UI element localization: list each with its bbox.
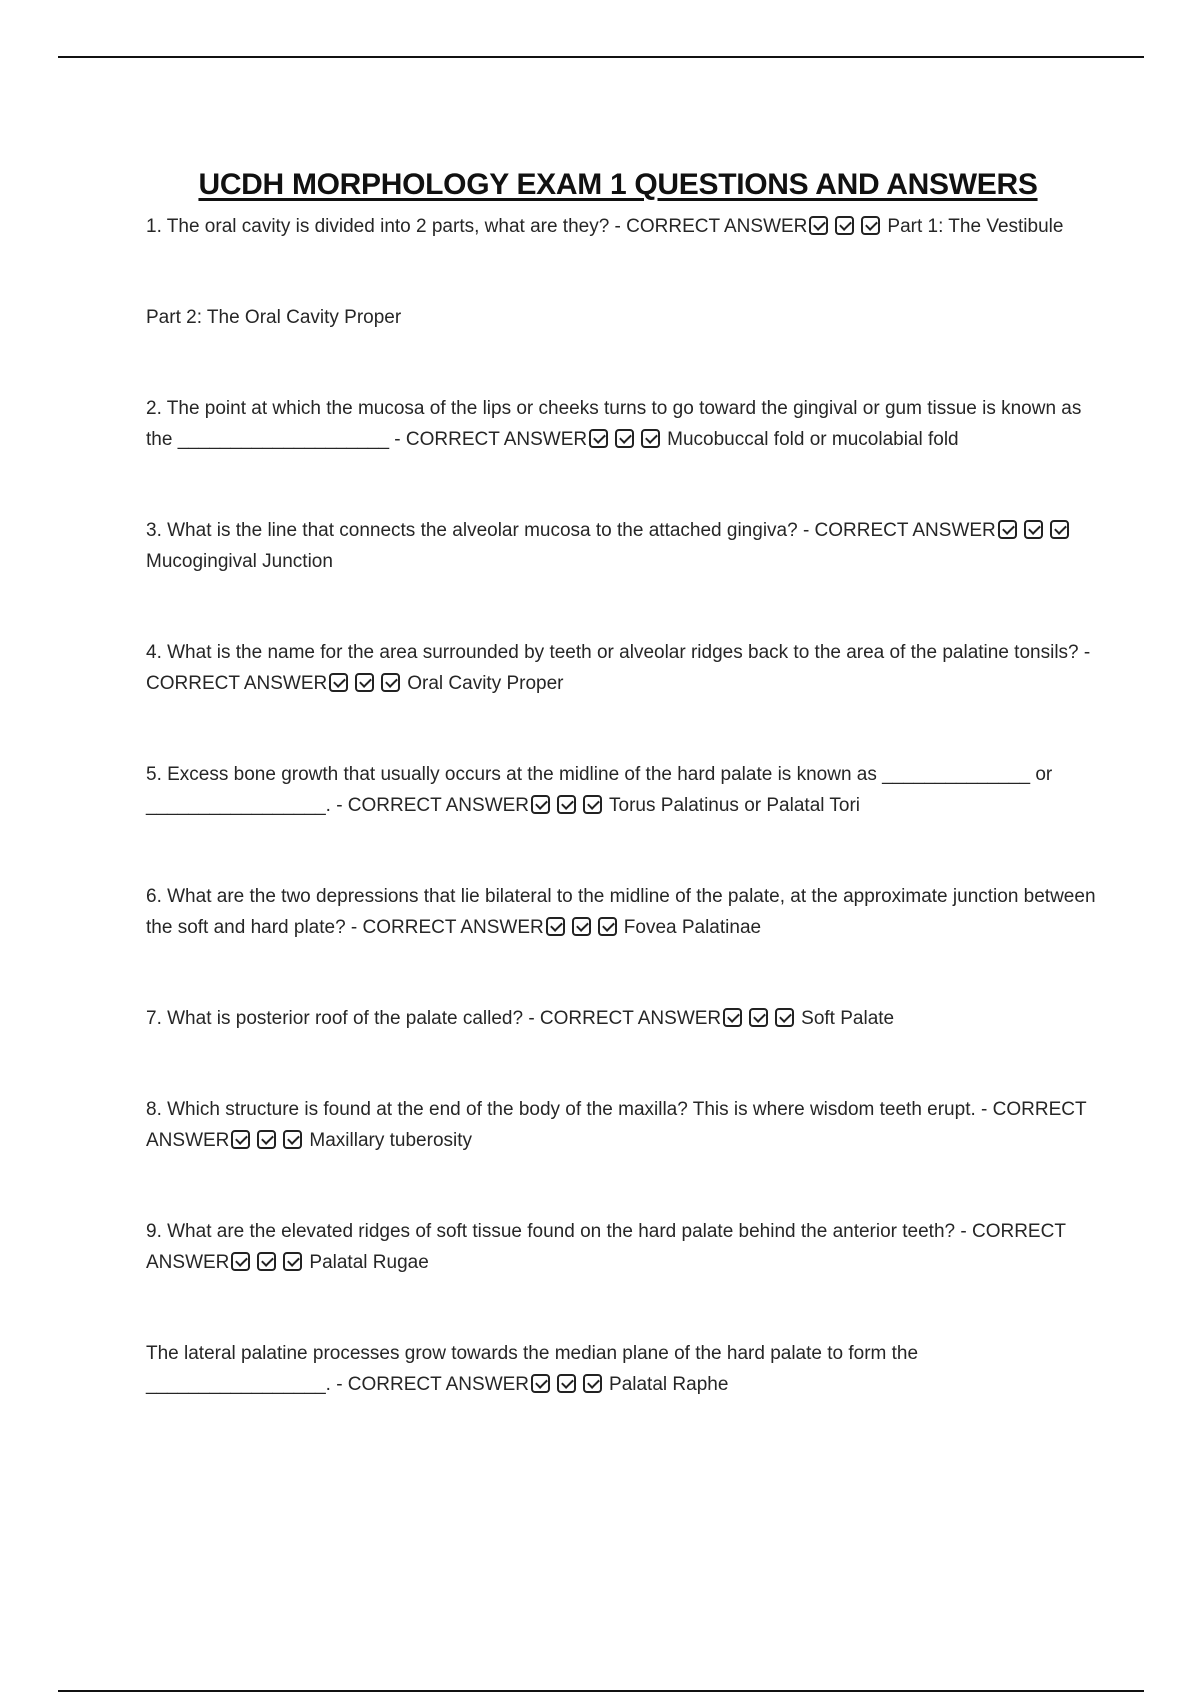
- correct-answer-checks: [809, 211, 887, 242]
- spacer: [146, 1278, 1096, 1338]
- question-text: 6. What are the two depressions that lie bilateral to the midline of the palate, at the approximate junction between the soft and hard plate? - CORRECT ANSWER: [146, 886, 1096, 938]
- correct-answer-checks: [723, 1003, 801, 1034]
- answer-text: Oral Cavity Proper: [407, 673, 564, 694]
- spacer: [146, 333, 1096, 393]
- checkbox-check-icon: [355, 673, 374, 692]
- checkbox-check-icon: [775, 1008, 794, 1027]
- spacer: [146, 821, 1096, 881]
- checkbox-check-icon: [283, 1130, 302, 1149]
- question-text: The lateral palatine processes grow towards the median plane of the hard palate to form the _________________. - CORRECT ANSWER: [146, 1343, 919, 1395]
- qa-item-8: [146, 1094, 1096, 1156]
- checkbox-check-icon: [615, 429, 634, 448]
- qa-item-9: [146, 1216, 1096, 1278]
- answer-text: Part 1: The Vestibule: [887, 216, 1064, 237]
- question-text: 8. Which structure is found at the end of the body of the maxilla? This is where wisdom teeth erupt. - CORRECT ANSWER: [146, 1099, 1087, 1151]
- checkbox-check-icon: [723, 1008, 742, 1027]
- checkbox-check-icon: [1024, 520, 1043, 539]
- checkbox-check-icon: [231, 1252, 250, 1271]
- checkbox-check-icon: [589, 429, 608, 448]
- answer-text: Palatal Raphe: [609, 1374, 729, 1395]
- correct-answer-checks: [531, 1369, 609, 1400]
- checkbox-check-icon: [329, 673, 348, 692]
- checkbox-check-icon: [557, 1374, 576, 1393]
- answer-text: Soft Palate: [801, 1008, 895, 1029]
- question-text: 5. Excess bone growth that usually occurs at the midline of the hard palate is known as ______________ or _________________. - CORRECT ANSWER: [146, 764, 1053, 816]
- qa-item-3: [146, 515, 1096, 577]
- question-text: 3. What is the line that connects the alveolar mucosa to the attached gingiva? - CORRECT ANSWER: [146, 520, 996, 541]
- header-rule: [58, 56, 1144, 58]
- qa-list: [146, 211, 1096, 1400]
- checkbox-check-icon: [749, 1008, 768, 1027]
- qa-item-6: [146, 881, 1096, 943]
- checkbox-check-icon: [546, 917, 565, 936]
- qa-item-10: [146, 1338, 1096, 1400]
- checkbox-check-icon: [809, 216, 828, 235]
- checkbox-check-icon: [641, 429, 660, 448]
- spacer: [146, 577, 1096, 637]
- checkbox-check-icon: [257, 1130, 276, 1149]
- spacer: [146, 1156, 1096, 1216]
- answer-text: Maxillary tuberosity: [309, 1130, 473, 1151]
- qa-item-1-part-2: [146, 302, 1096, 333]
- qa-item-5: [146, 759, 1096, 821]
- answer-continuation-text: Part 2: The Oral Cavity Proper: [146, 307, 402, 328]
- correct-answer-checks: [231, 1125, 309, 1156]
- checkbox-check-icon: [598, 917, 617, 936]
- checkbox-check-icon: [835, 216, 854, 235]
- checkbox-check-icon: [531, 795, 550, 814]
- checkbox-check-icon: [583, 1374, 602, 1393]
- correct-answer-checks: [546, 912, 624, 943]
- qa-item-1: [146, 211, 1096, 242]
- correct-answer-checks: [329, 668, 407, 699]
- question-text: 1. The oral cavity is divided into 2 parts, what are they? - CORRECT ANSWER: [146, 216, 808, 237]
- spacer: [146, 242, 1096, 302]
- answer-text: Mucobuccal fold or mucolabial fold: [667, 429, 959, 450]
- footer-rule: [58, 1690, 1144, 1692]
- correct-answer-checks: [231, 1247, 309, 1278]
- answer-text: Fovea Palatinae: [623, 917, 762, 938]
- spacer: [146, 455, 1096, 515]
- checkbox-check-icon: [583, 795, 602, 814]
- question-text: 2. The point at which the mucosa of the lips or cheeks turns to go toward the gingival or gum tissue is known as the ____________________ - CORRECT ANSWER: [146, 398, 1082, 450]
- checkbox-check-icon: [283, 1252, 302, 1271]
- answer-text: Torus Palatinus or Palatal Tori: [609, 795, 861, 816]
- checkbox-check-icon: [381, 673, 400, 692]
- checkbox-check-icon: [231, 1130, 250, 1149]
- qa-item-2: [146, 393, 1096, 455]
- checkbox-check-icon: [257, 1252, 276, 1271]
- correct-answer-checks: [531, 790, 609, 821]
- question-text: 4. What is the name for the area surrounded by teeth or alveolar ridges back to the area of the palatine tonsils? - CORRECT ANSWER: [146, 642, 1091, 694]
- spacer: [146, 1034, 1096, 1094]
- checkbox-check-icon: [1050, 520, 1069, 539]
- answer-text: Mucogingival Junction: [146, 551, 333, 572]
- checkbox-check-icon: [998, 520, 1017, 539]
- answer-text: Palatal Rugae: [309, 1252, 429, 1273]
- question-text: 7. What is posterior roof of the palate called? - CORRECT ANSWER: [146, 1008, 722, 1029]
- checkbox-check-icon: [572, 917, 591, 936]
- question-text: 9. What are the elevated ridges of soft tissue found on the hard palate behind the anterior teeth? - CORRECT ANSWER: [146, 1221, 1066, 1273]
- checkbox-check-icon: [531, 1374, 550, 1393]
- page-title: UCDH MORPHOLOGY EXAM 1 QUESTIONS AND ANSWERS: [198, 168, 1038, 202]
- qa-item-7: [146, 1003, 1096, 1034]
- checkbox-check-icon: [861, 216, 880, 235]
- correct-answer-checks: [998, 515, 1076, 546]
- correct-answer-checks: [589, 424, 667, 455]
- qa-item-4: [146, 637, 1096, 699]
- spacer: [146, 943, 1096, 1003]
- spacer: [146, 699, 1096, 759]
- checkbox-check-icon: [557, 795, 576, 814]
